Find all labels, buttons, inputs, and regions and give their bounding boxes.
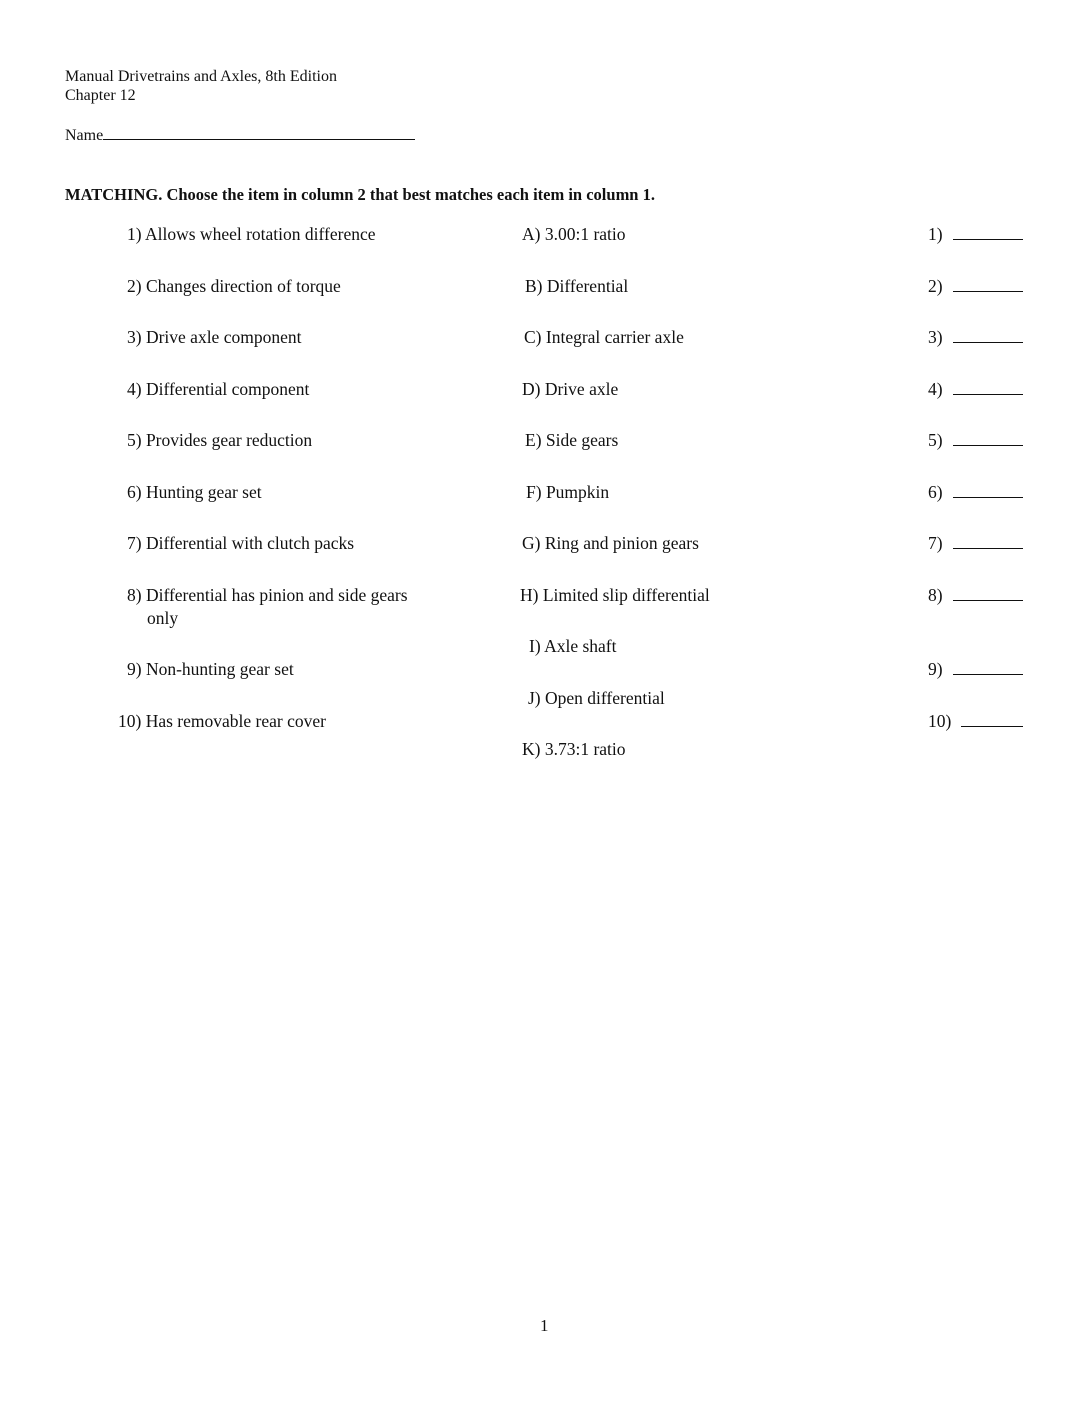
item-text: Differential component — [145, 379, 310, 399]
item-letter: B) — [525, 276, 543, 296]
list-item — [525, 429, 618, 451]
item-text: Drive axle component — [145, 327, 302, 347]
list-item — [522, 378, 618, 400]
list-item — [127, 584, 408, 606]
answer-number: 2) — [928, 276, 943, 296]
list-item — [522, 738, 626, 760]
item-text: Provides gear reduction — [145, 430, 313, 450]
item-number: 1) — [127, 224, 142, 244]
item-letter: J) — [528, 688, 541, 708]
answer-number: 7) — [928, 533, 943, 553]
item-number: 3) — [127, 327, 142, 347]
answer-row[interactable] — [928, 429, 1023, 451]
list-item — [524, 326, 684, 348]
answer-row[interactable] — [928, 378, 1023, 400]
answer-row[interactable] — [928, 223, 1023, 245]
answer-blank[interactable] — [953, 328, 1023, 343]
item-letter: K) — [522, 739, 541, 759]
name-field[interactable] — [65, 125, 415, 145]
item-number: 10) — [118, 711, 142, 731]
item-number: 8) — [127, 585, 142, 605]
answer-blank[interactable] — [953, 586, 1023, 601]
list-item — [522, 223, 626, 245]
answer-blank[interactable] — [953, 660, 1023, 675]
answer-blank[interactable] — [953, 483, 1023, 498]
list-item — [529, 635, 617, 657]
item-letter: D) — [522, 379, 541, 399]
answer-number: 9) — [928, 659, 943, 679]
item-letter: F) — [526, 482, 542, 502]
item-number: 6) — [127, 482, 142, 502]
item-text: Open differential — [545, 688, 665, 708]
item-text: Pumpkin — [545, 482, 610, 502]
item-number: 7) — [127, 533, 142, 553]
answer-number: 10) — [928, 711, 952, 731]
item-text: Hunting gear set — [145, 482, 262, 502]
item-text: Ring and pinion gears — [544, 533, 699, 553]
answer-blank[interactable] — [953, 431, 1023, 446]
item-text: Limited slip differential — [542, 585, 710, 605]
list-item — [526, 481, 609, 503]
item-letter: H) — [520, 585, 539, 605]
answer-number: 1) — [928, 224, 943, 244]
list-item — [127, 275, 341, 297]
list-item — [127, 481, 262, 503]
list-item — [127, 223, 376, 245]
item-number: 9) — [127, 659, 142, 679]
list-item — [127, 658, 294, 680]
list-item — [118, 710, 326, 732]
answer-row[interactable] — [928, 584, 1023, 606]
item-letter: G) — [522, 533, 541, 553]
item-letter: C) — [524, 327, 542, 347]
answer-row[interactable] — [928, 275, 1023, 297]
document-title: Manual Drivetrains and Axles, 8th Edition — [65, 68, 337, 85]
list-item — [528, 687, 665, 709]
list-item — [127, 532, 354, 554]
item-letter: I) — [529, 636, 541, 656]
answer-number: 6) — [928, 482, 943, 502]
item-number: 2) — [127, 276, 142, 296]
list-item — [127, 378, 309, 400]
answer-blank[interactable] — [953, 534, 1023, 549]
item-text: Non-hunting gear set — [145, 659, 294, 679]
item-text: Differential — [546, 276, 629, 296]
list-item — [525, 275, 628, 297]
name-blank[interactable] — [103, 125, 415, 140]
answer-number: 4) — [928, 379, 943, 399]
answer-blank[interactable] — [953, 225, 1023, 240]
item-text: Changes direction of torque — [145, 276, 341, 296]
item-text: Side gears — [545, 430, 619, 450]
answer-number: 5) — [928, 430, 943, 450]
instructions: MATCHING. Choose the item in column 2 that best matches each item in column 1. — [65, 185, 655, 204]
answer-number: 8) — [928, 585, 943, 605]
name-label: Name — [65, 127, 104, 144]
answer-row[interactable] — [928, 326, 1023, 348]
answer-blank[interactable] — [953, 380, 1023, 395]
list-item — [127, 429, 312, 451]
item-text: Differential with clutch packs — [145, 533, 355, 553]
chapter-label: Chapter 12 — [65, 87, 136, 104]
list-item — [522, 532, 699, 554]
answer-row[interactable] — [928, 532, 1023, 554]
item-text: 3.73:1 ratio — [544, 739, 626, 759]
item-text: Drive axle — [544, 379, 619, 399]
item-text: Axle shaft — [544, 636, 617, 656]
page-number: 1 — [540, 1316, 549, 1335]
item-text: Has removable rear cover — [145, 711, 326, 731]
item-text: Integral carrier axle — [545, 327, 684, 347]
answer-row[interactable] — [928, 658, 1023, 680]
answer-blank[interactable] — [961, 712, 1023, 727]
item-text-continued: only — [147, 608, 179, 628]
item-letter: A) — [522, 224, 541, 244]
answer-number: 3) — [928, 327, 943, 347]
answer-row[interactable] — [928, 710, 1023, 732]
item-text: 3.00:1 ratio — [544, 224, 626, 244]
item-text: Allows wheel rotation difference — [145, 224, 376, 244]
answer-row[interactable] — [928, 481, 1023, 503]
item-letter: E) — [525, 430, 542, 450]
list-item — [520, 584, 710, 606]
item-number: 5) — [127, 430, 142, 450]
item-text: Differential has pinion and side gears — [145, 585, 408, 605]
item-number: 4) — [127, 379, 142, 399]
list-item — [127, 326, 301, 348]
answer-blank[interactable] — [953, 277, 1023, 292]
